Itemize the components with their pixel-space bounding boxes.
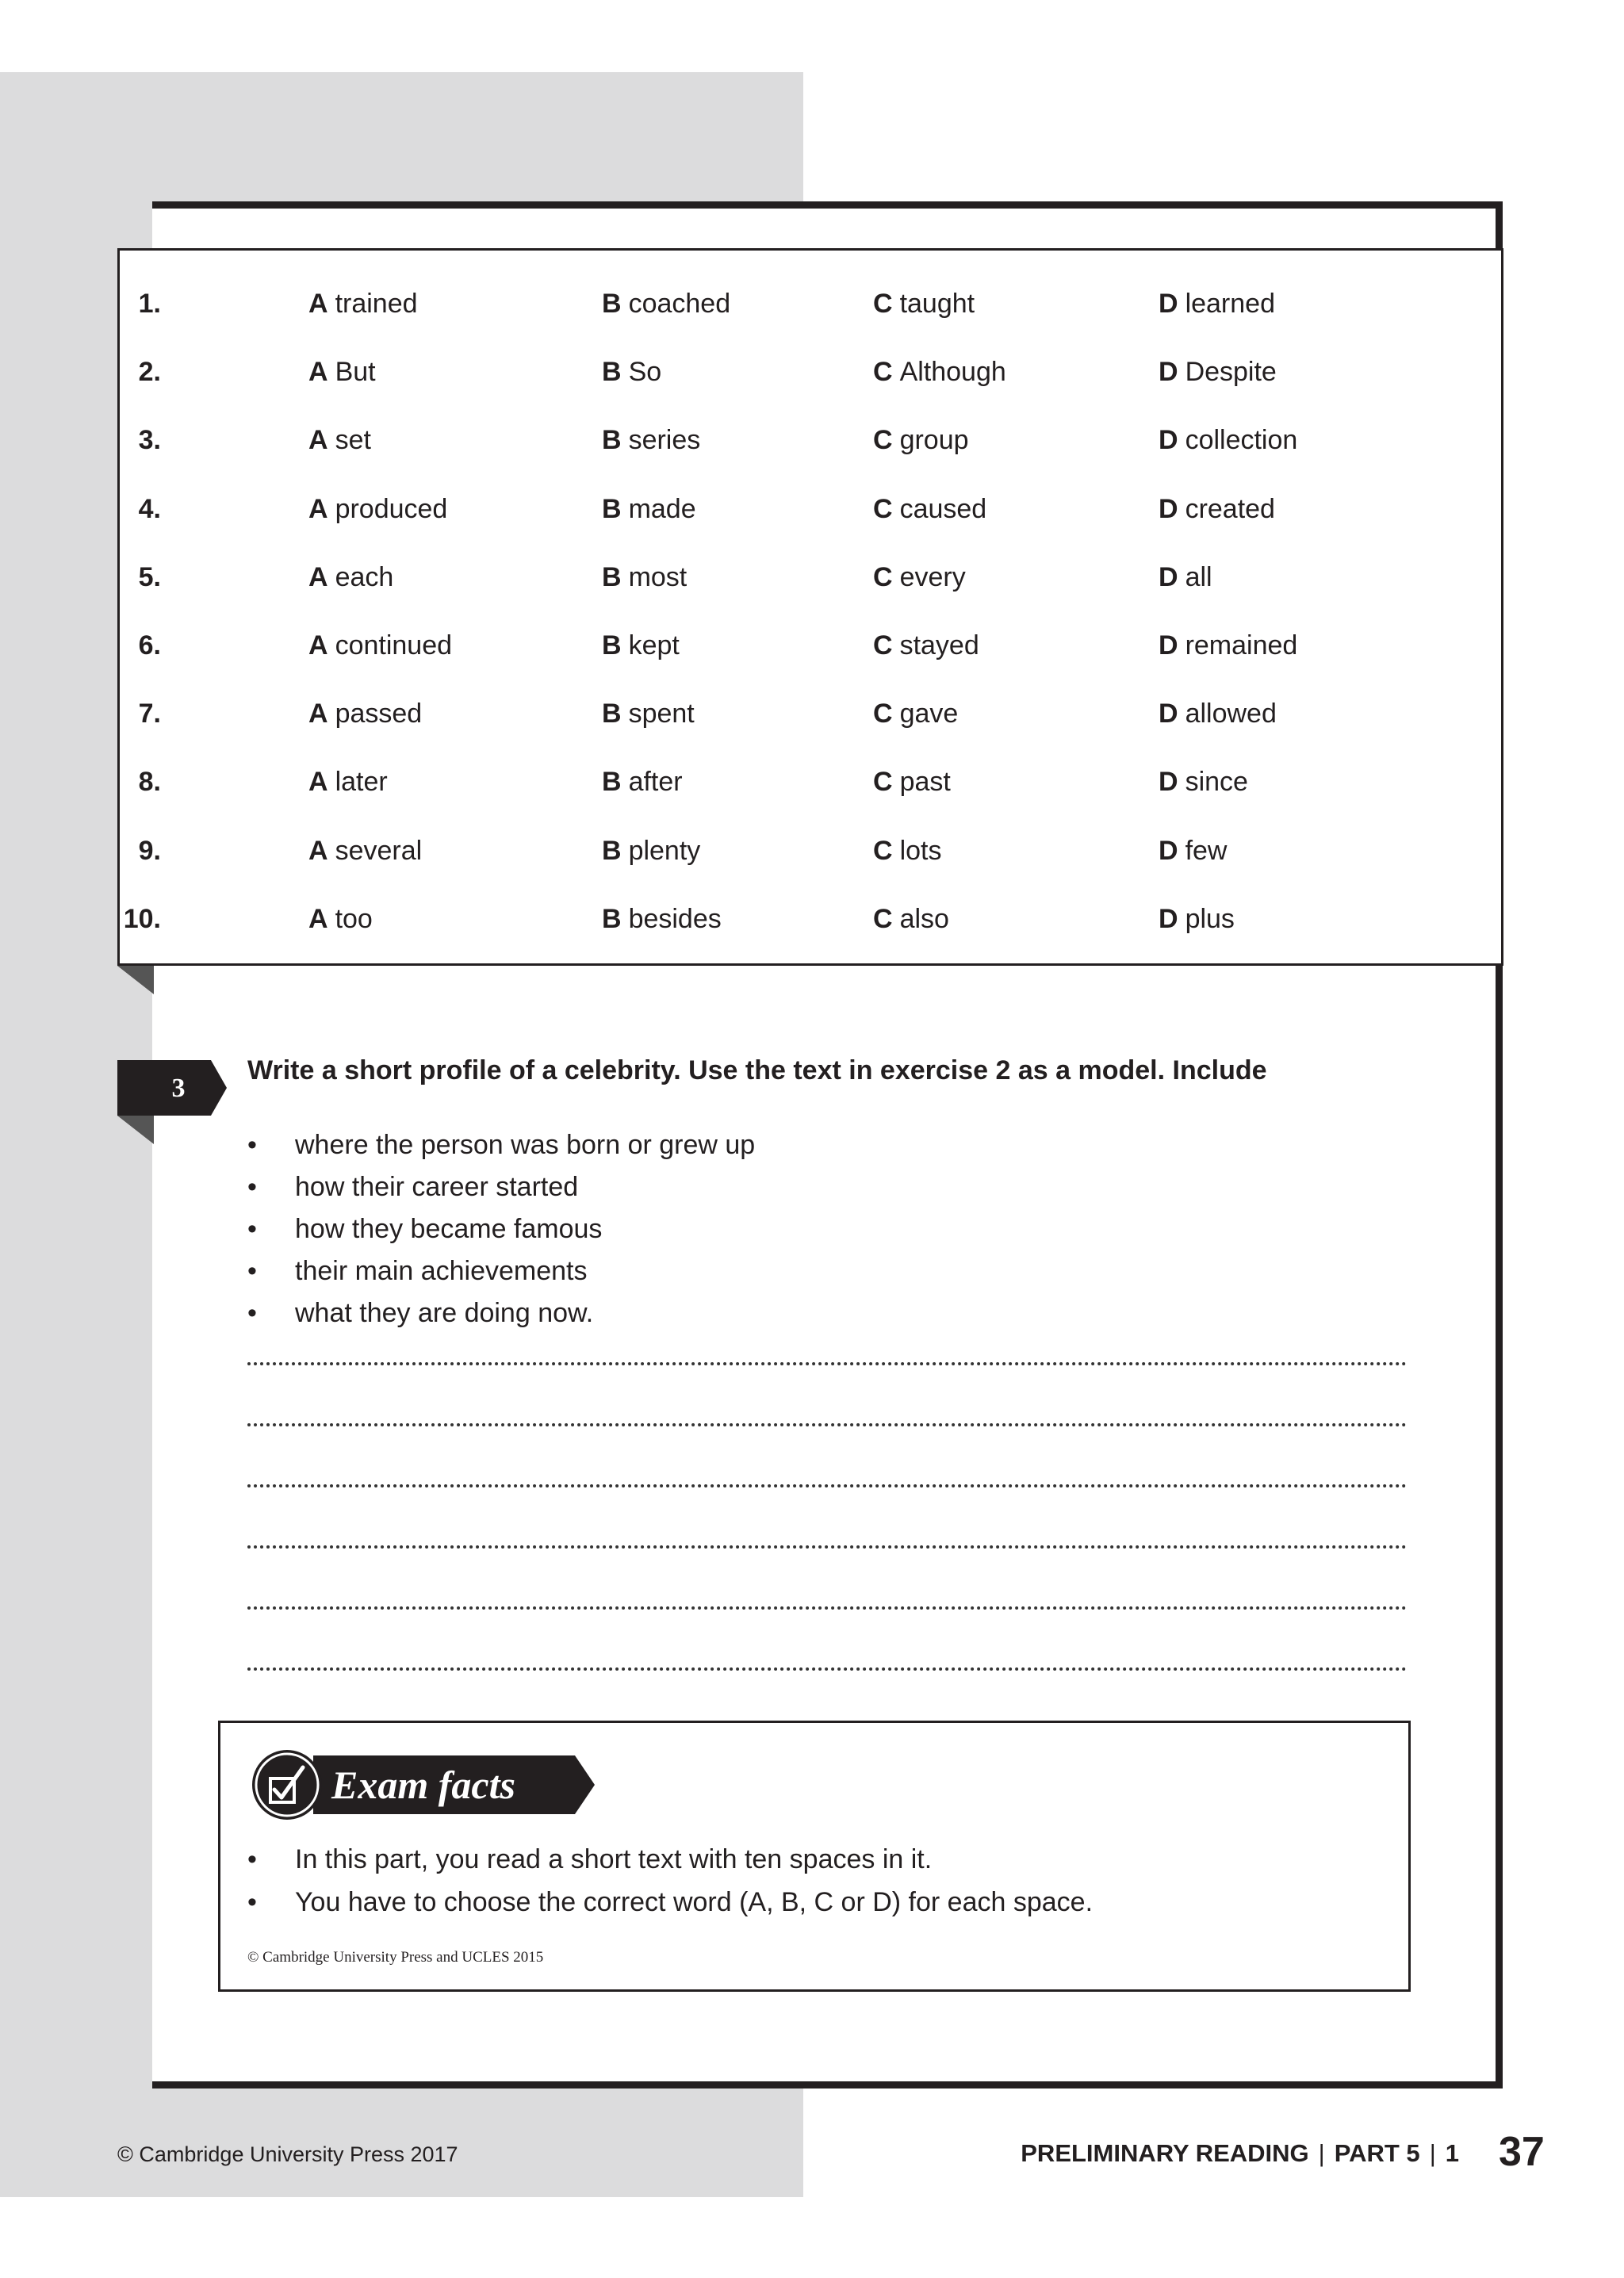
option-letter: A xyxy=(308,699,328,729)
option-letter: C xyxy=(873,289,893,319)
separator: | xyxy=(1429,2139,1436,2167)
option-letter: A xyxy=(308,630,328,660)
option-d[interactable] xyxy=(1159,348,1277,396)
answer-line[interactable] xyxy=(247,1545,1407,1549)
list-item: • what they are doing now. xyxy=(247,1292,755,1334)
option-letter: B xyxy=(602,425,622,456)
option-word: produced xyxy=(335,493,448,524)
option-letter: A xyxy=(308,835,328,866)
option-letter: A xyxy=(308,561,328,592)
answer-line[interactable] xyxy=(247,1423,1407,1426)
option-c[interactable] xyxy=(873,416,969,464)
option-letter: D xyxy=(1159,767,1178,798)
answer-line[interactable] xyxy=(247,1362,1407,1365)
question-number: 4. xyxy=(138,493,161,524)
option-d[interactable] xyxy=(1159,690,1277,737)
option-letter: D xyxy=(1159,357,1178,388)
option-c[interactable] xyxy=(873,758,951,806)
option-b[interactable] xyxy=(602,416,700,464)
question-row xyxy=(120,895,1501,943)
list-item: • In this part, you read a short text with ten spaces in it. xyxy=(247,1838,1093,1881)
option-word: lots xyxy=(899,835,942,866)
option-a[interactable] xyxy=(308,280,418,327)
option-b[interactable] xyxy=(602,553,687,601)
option-word: created xyxy=(1185,493,1275,524)
option-a[interactable] xyxy=(308,416,371,464)
checkbox-tick-icon xyxy=(251,1748,324,1821)
option-letter: B xyxy=(602,289,622,319)
exercise-instruction: Write a short profile of a celebrity. Use the text in exercise 2 as a model. Include xyxy=(247,1055,1267,1085)
badge-fold-corner xyxy=(117,1116,154,1144)
option-letter: A xyxy=(308,289,328,319)
option-a[interactable] xyxy=(308,758,388,806)
option-word: made xyxy=(628,493,696,524)
option-d[interactable] xyxy=(1159,827,1227,875)
section-name: PRELIMINARY READING xyxy=(1021,2139,1309,2167)
exercise-bullet-list xyxy=(247,1124,755,1334)
list-item: • how their career started xyxy=(247,1166,755,1208)
exam-facts-copyright: © Cambridge University Press and UCLES 2015 xyxy=(247,1949,544,1966)
option-letter: B xyxy=(602,903,622,934)
option-word: all xyxy=(1185,561,1212,592)
option-word: continued xyxy=(335,630,453,660)
question-row xyxy=(120,827,1501,875)
option-word: caused xyxy=(899,493,987,524)
option-letter: C xyxy=(873,561,893,592)
option-d[interactable] xyxy=(1159,622,1297,669)
option-word: every xyxy=(899,561,966,592)
option-d[interactable] xyxy=(1159,416,1297,464)
answer-line[interactable] xyxy=(247,1484,1407,1487)
option-letter: D xyxy=(1159,289,1178,319)
option-b[interactable] xyxy=(602,348,661,396)
question-row xyxy=(120,758,1501,806)
option-d[interactable] xyxy=(1159,895,1235,943)
option-letter: A xyxy=(308,357,328,388)
option-word: plenty xyxy=(628,835,701,866)
option-word: collection xyxy=(1185,425,1298,456)
question-number: 6. xyxy=(138,630,161,660)
option-letter: D xyxy=(1159,699,1178,729)
option-c[interactable] xyxy=(873,827,941,875)
page-number: 37 xyxy=(1499,2129,1545,2175)
question-row xyxy=(120,280,1501,327)
question-row xyxy=(120,416,1501,464)
list-item: • their main achievements xyxy=(247,1250,755,1292)
option-word: Despite xyxy=(1185,357,1277,388)
question-row xyxy=(120,690,1501,737)
option-c[interactable] xyxy=(873,485,986,533)
option-letter: B xyxy=(602,357,622,388)
option-word: later xyxy=(335,767,388,798)
option-word: after xyxy=(628,767,683,798)
option-word: plus xyxy=(1185,903,1235,934)
option-letter: B xyxy=(602,493,622,524)
sub-part: 1 xyxy=(1445,2139,1459,2167)
option-d[interactable] xyxy=(1159,758,1248,806)
option-word: So xyxy=(628,357,662,388)
option-d[interactable] xyxy=(1159,485,1275,533)
question-row xyxy=(120,348,1501,396)
option-a[interactable] xyxy=(308,827,422,875)
question-row xyxy=(120,485,1501,533)
option-a[interactable] xyxy=(308,895,373,943)
option-b[interactable] xyxy=(602,758,683,806)
option-word: too xyxy=(335,903,373,934)
option-a[interactable] xyxy=(308,485,447,533)
list-item: • You have to choose the correct word (A, B, C or D) for each space. xyxy=(247,1881,1093,1924)
option-word: group xyxy=(899,425,969,456)
question-number: 3. xyxy=(138,425,161,456)
multiple-choice-box xyxy=(117,248,1503,966)
question-number: 9. xyxy=(138,835,161,866)
box-fold-corner xyxy=(117,966,154,994)
option-word: past xyxy=(899,767,951,798)
option-letter: C xyxy=(873,493,893,524)
option-d[interactable] xyxy=(1159,280,1275,327)
option-word: Although xyxy=(899,357,1006,388)
question-number: 5. xyxy=(138,561,161,592)
option-c[interactable] xyxy=(873,553,966,601)
option-word: remained xyxy=(1185,630,1298,660)
option-word: most xyxy=(628,561,688,592)
question-number: 7. xyxy=(138,699,161,729)
option-b[interactable] xyxy=(602,485,696,533)
option-word: series xyxy=(628,425,701,456)
footer-copyright: © Cambridge University Press 2017 xyxy=(117,2142,458,2166)
answer-line[interactable] xyxy=(247,1606,1407,1610)
option-letter: B xyxy=(602,630,622,660)
question-number: 1. xyxy=(138,289,161,319)
option-word: coached xyxy=(628,289,731,319)
question-row xyxy=(120,553,1501,601)
option-letter: C xyxy=(873,425,893,456)
option-word: set xyxy=(335,425,371,456)
option-word: allowed xyxy=(1185,699,1277,729)
option-letter: B xyxy=(602,767,622,798)
option-word: few xyxy=(1185,835,1228,866)
option-letter: C xyxy=(873,767,893,798)
option-word: gave xyxy=(899,699,959,729)
option-c[interactable] xyxy=(873,690,958,737)
option-letter: C xyxy=(873,699,893,729)
question-number: 2. xyxy=(138,357,161,388)
option-b[interactable] xyxy=(602,280,730,327)
option-word: stayed xyxy=(899,630,979,660)
option-c[interactable] xyxy=(873,348,1006,396)
option-word: besides xyxy=(628,903,722,934)
option-word: each xyxy=(335,561,394,592)
option-letter: B xyxy=(602,835,622,866)
option-a[interactable] xyxy=(308,348,376,396)
question-row xyxy=(120,622,1501,669)
option-word: spent xyxy=(628,699,695,729)
option-letter: A xyxy=(308,903,328,934)
option-letter: D xyxy=(1159,835,1178,866)
part-name: PART 5 xyxy=(1334,2139,1420,2167)
option-word: learned xyxy=(1185,289,1275,319)
separator: | xyxy=(1318,2139,1325,2167)
option-c[interactable] xyxy=(873,280,975,327)
option-letter: D xyxy=(1159,493,1178,524)
option-b[interactable] xyxy=(602,895,722,943)
option-letter: C xyxy=(873,630,893,660)
option-letter: A xyxy=(308,493,328,524)
option-letter: A xyxy=(308,425,328,456)
exercise-number: 3 xyxy=(171,1074,186,1103)
option-letter: C xyxy=(873,357,893,388)
list-item: • how they became famous xyxy=(247,1208,755,1250)
option-a[interactable] xyxy=(308,690,422,737)
answer-line[interactable] xyxy=(247,1667,1407,1671)
option-b[interactable] xyxy=(602,622,680,669)
option-letter: A xyxy=(308,767,328,798)
option-a[interactable] xyxy=(308,622,452,669)
list-item: • where the person was born or grew up xyxy=(247,1124,755,1166)
exam-facts-list xyxy=(247,1838,1093,1924)
question-number: 8. xyxy=(138,767,161,798)
option-word: kept xyxy=(628,630,680,660)
option-c[interactable] xyxy=(873,622,979,669)
option-letter: D xyxy=(1159,425,1178,456)
option-a[interactable] xyxy=(308,553,393,601)
option-letter: D xyxy=(1159,561,1178,592)
option-word: passed xyxy=(335,699,423,729)
option-letter: C xyxy=(873,903,893,934)
option-d[interactable] xyxy=(1159,553,1212,601)
option-letter: C xyxy=(873,835,893,866)
option-word: trained xyxy=(335,289,418,319)
option-word: taught xyxy=(899,289,975,319)
option-word: also xyxy=(899,903,949,934)
option-b[interactable] xyxy=(602,827,700,875)
exam-facts-title: Exam facts xyxy=(331,1763,515,1807)
option-b[interactable] xyxy=(602,690,695,737)
option-word: since xyxy=(1185,767,1248,798)
option-letter: B xyxy=(602,561,622,592)
option-word: But xyxy=(335,357,376,388)
question-number: 10. xyxy=(123,903,161,934)
option-letter: D xyxy=(1159,630,1178,660)
option-letter: B xyxy=(602,699,622,729)
option-c[interactable] xyxy=(873,895,949,943)
option-letter: D xyxy=(1159,903,1178,934)
option-word: several xyxy=(335,835,423,866)
footer-section-label xyxy=(1021,2139,1459,2168)
